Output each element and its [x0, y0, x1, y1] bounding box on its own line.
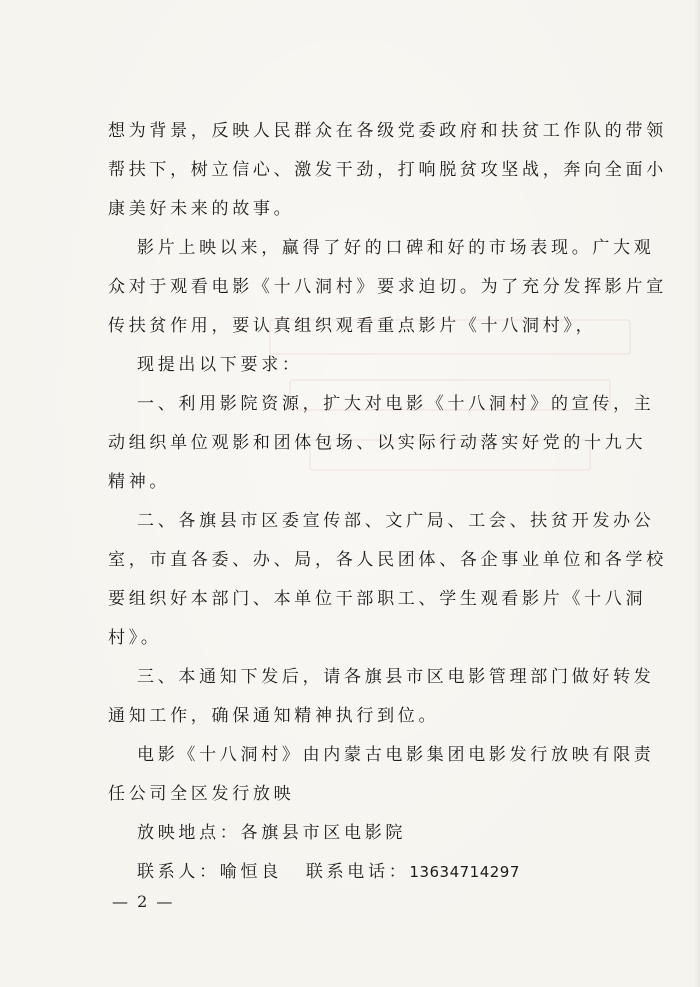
paragraph-1 — [108, 112, 667, 229]
text-line: 帮扶下，树立信心、激发干劲，打响脱贫攻坚战，奔向全面小 — [108, 160, 667, 180]
text-line: 要组织好本部门、本单位干部职工、学生观看影片《十八洞 — [108, 589, 647, 609]
requirement-2 — [108, 502, 667, 658]
requirement-3 — [108, 658, 655, 736]
text-line: 康美好未来的故事。 — [108, 199, 295, 219]
page-number: — 2 — — [112, 892, 175, 911]
text-line: 传扶贫作用，要认真组织观看重点影片《十八洞村》， — [108, 316, 597, 336]
text-line: 室，市直各委、办、局，各人民团体、各企事业单位和各学校 — [108, 550, 667, 570]
text-line: 精神。 — [108, 472, 171, 492]
contact-phone-number: 13634714297 — [409, 863, 520, 881]
distribution-note — [108, 736, 655, 814]
text-line: 二、各旗县市区委宣传部、文广局、工会、扶贫开发办公 — [137, 511, 655, 531]
text-line: 村》。 — [108, 628, 162, 648]
paragraph-2 — [108, 229, 667, 346]
requirement-1 — [108, 385, 655, 502]
contact-line — [108, 853, 608, 892]
paragraph-3 — [108, 346, 608, 385]
scan-edge-shadow — [694, 0, 700, 987]
text-line: 电影《十八洞村》由内蒙古电影集团电影发行放映有限责 — [137, 745, 655, 765]
text-line: 三、本通知下发后，请各旗县市区电影管理部门做好转发 — [137, 667, 655, 687]
screening-venue: 放映地点：各旗县市区电影院 — [137, 823, 407, 843]
text-line: 动组织单位观影和团体包场、以实际行动落实好党的十九大 — [108, 433, 647, 453]
text-line: 任公司全区发行放映 — [108, 784, 295, 804]
document-body — [108, 112, 667, 892]
text-line: 想为背景，反映人民群众在各级党委政府和扶贫工作队的带领 — [108, 121, 667, 141]
text-line: 通知工作，确保通知精神执行到位。 — [108, 706, 440, 726]
text-line: 影片上映以来，赢得了好的口碑和好的市场表现。广大观 — [137, 238, 655, 258]
contact-person: 联系人：喻恒良 — [137, 862, 282, 882]
text-line: 一、利用影院资源，扩大对电影《十八洞村》的宣传，主 — [137, 394, 655, 414]
text-line: 众对于观看电影《十八洞村》要求迫切。为了充分发挥影片宣 — [108, 277, 667, 297]
text-line: 现提出以下要求： — [137, 355, 303, 375]
contact-phone-label: 联系电话： — [305, 862, 410, 882]
